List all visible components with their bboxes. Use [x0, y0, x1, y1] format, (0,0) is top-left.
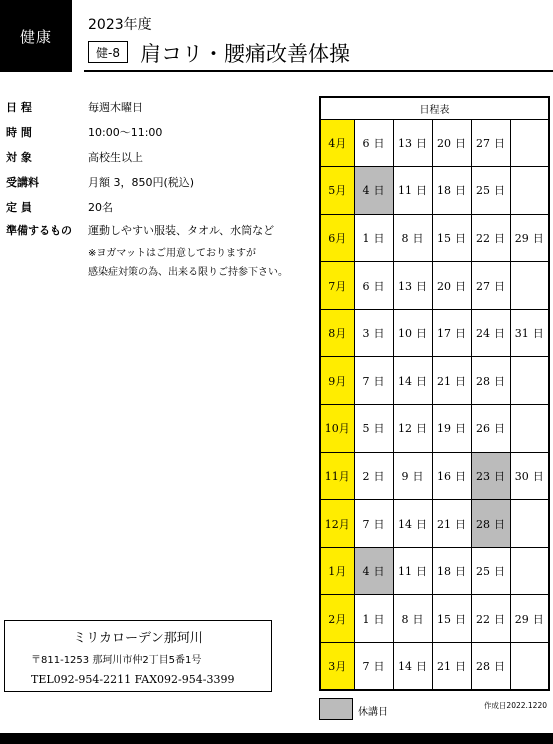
day-suffix: 日 [494, 612, 505, 626]
day-suffix: 日 [455, 136, 466, 150]
day-number: 7 [362, 374, 370, 388]
day-cell [510, 452, 549, 500]
day-number: 15 [437, 612, 451, 626]
info-label: 定 員 [6, 201, 32, 214]
day-cell [354, 547, 393, 595]
day-cell [354, 500, 393, 548]
day-number: 27 [476, 279, 490, 293]
course-title: 肩コリ・腰痛改善体操 [140, 42, 350, 66]
day-cell [354, 643, 393, 691]
day-suffix: 日 [416, 565, 427, 579]
day-cell [471, 500, 510, 548]
month-cell: 9月 [320, 357, 354, 405]
day-suffix: 日 [494, 231, 505, 245]
day-suffix: 日 [373, 565, 385, 579]
schedule-row [320, 262, 549, 310]
day-number: 25 [476, 565, 490, 579]
day-cell [354, 452, 393, 500]
day-number: 28 [476, 517, 490, 531]
day-cell [393, 547, 432, 595]
day-number: 16 [437, 469, 451, 483]
month-cell: 4月 [320, 119, 354, 167]
day-suffix: 日 [416, 422, 427, 436]
day-suffix: 日 [532, 612, 544, 626]
day-number: 22 [476, 231, 490, 245]
day-suffix: 日 [532, 327, 544, 341]
day-number: 29 [514, 231, 529, 245]
day-cell [393, 405, 432, 453]
day-suffix: 日 [373, 517, 385, 531]
day-suffix: 日 [416, 136, 427, 150]
fiscal-year: 2023年度 [88, 17, 152, 33]
venue-address: 〒811-1253 那珂川市仲2丁目5番1号 [31, 655, 202, 666]
schedule-row [320, 595, 549, 643]
day-suffix: 日 [494, 660, 505, 674]
empty-cell [510, 357, 549, 405]
day-number: 17 [437, 327, 451, 341]
day-suffix: 日 [416, 184, 427, 198]
day-suffix: 日 [494, 565, 505, 579]
schedule-row [320, 452, 549, 500]
venue-contact: TEL092-954-2211 FAX092-954-3399 [31, 673, 235, 686]
day-cell [393, 262, 432, 310]
day-cell [432, 309, 471, 357]
day-cell [471, 119, 510, 167]
day-cell [471, 167, 510, 215]
info-value: 毎週木曜日 [88, 101, 143, 114]
schedule-row [320, 214, 549, 262]
day-number: 19 [437, 422, 451, 436]
info-value: 20名 [88, 201, 113, 214]
info-value: 月額 3，850円(税込) [88, 176, 195, 189]
day-number: 29 [514, 612, 529, 626]
day-suffix: 日 [416, 660, 427, 674]
day-cell [432, 119, 471, 167]
day-cell [471, 405, 510, 453]
day-suffix: 日 [455, 517, 466, 531]
day-cell [432, 167, 471, 215]
day-suffix: 日 [455, 279, 466, 293]
day-suffix: 日 [494, 517, 505, 531]
info-label: 対 象 [6, 151, 32, 164]
day-cell [354, 357, 393, 405]
legend-swatch [319, 698, 353, 720]
day-suffix: 日 [373, 469, 385, 483]
day-suffix: 日 [455, 469, 466, 483]
day-suffix: 日 [416, 374, 427, 388]
info-label: 時 間 [6, 126, 32, 139]
category-badge [0, 0, 72, 72]
day-cell [393, 500, 432, 548]
day-number: 20 [437, 136, 451, 150]
schedule-row [320, 309, 549, 357]
day-cell [510, 595, 549, 643]
day-cell [432, 500, 471, 548]
day-number: 8 [401, 231, 409, 245]
day-suffix: 日 [373, 374, 385, 388]
day-number: 14 [398, 374, 412, 388]
day-suffix: 日 [455, 660, 466, 674]
info-value: 運動しやすい服装、タオル、水筒など [88, 224, 275, 237]
day-suffix: 日 [412, 612, 424, 626]
day-number: 10 [398, 327, 412, 341]
info-label: 準備するもの [6, 224, 72, 237]
month-cell: 12月 [320, 500, 354, 548]
day-cell [393, 643, 432, 691]
day-cell [432, 357, 471, 405]
day-number: 27 [476, 136, 490, 150]
day-cell [354, 595, 393, 643]
schedule-row [320, 167, 549, 215]
day-number: 18 [437, 184, 451, 198]
day-cell [393, 595, 432, 643]
day-cell [354, 214, 393, 262]
day-cell [471, 595, 510, 643]
schedule-row [320, 500, 549, 548]
day-cell [432, 547, 471, 595]
day-suffix: 日 [494, 136, 505, 150]
course-code: 健-8 [88, 41, 128, 63]
month-cell: 11月 [320, 452, 354, 500]
day-suffix: 日 [373, 231, 385, 245]
month-cell: 1月 [320, 547, 354, 595]
month-cell: 10月 [320, 405, 354, 453]
legend-label: 休講日 [358, 707, 388, 718]
day-cell [510, 309, 549, 357]
day-cell [432, 452, 471, 500]
day-cell [393, 119, 432, 167]
day-suffix: 日 [455, 565, 466, 579]
day-cell [471, 214, 510, 262]
day-suffix: 日 [416, 327, 427, 341]
day-cell [354, 262, 393, 310]
day-cell [471, 262, 510, 310]
day-suffix: 日 [373, 279, 385, 293]
day-cell [354, 309, 393, 357]
day-cell [432, 262, 471, 310]
day-suffix: 日 [455, 612, 466, 626]
day-suffix: 日 [416, 517, 427, 531]
day-suffix: 日 [532, 469, 544, 483]
empty-cell [510, 643, 549, 691]
bottom-bar [0, 733, 553, 744]
day-cell [354, 167, 393, 215]
info-value: 高校生以上 [88, 151, 143, 164]
day-suffix: 日 [373, 660, 385, 674]
month-cell: 6月 [320, 214, 354, 262]
day-number: 11 [398, 184, 412, 198]
day-number: 14 [398, 660, 412, 674]
day-number: 13 [398, 136, 412, 150]
month-cell: 5月 [320, 167, 354, 215]
day-suffix: 日 [373, 327, 385, 341]
day-suffix: 日 [455, 327, 466, 341]
month-cell: 2月 [320, 595, 354, 643]
day-suffix: 日 [373, 184, 385, 198]
day-number: 18 [437, 565, 451, 579]
day-number: 15 [437, 231, 451, 245]
schedule-row [320, 357, 549, 405]
day-cell [354, 119, 393, 167]
info-label: 受講料 [6, 176, 39, 189]
schedule-row [320, 405, 549, 453]
day-cell [393, 309, 432, 357]
day-number: 22 [476, 612, 490, 626]
venue-box [4, 620, 272, 692]
day-suffix: 日 [455, 374, 466, 388]
day-number: 6 [362, 136, 370, 150]
day-suffix: 日 [494, 469, 505, 483]
day-number: 8 [401, 612, 409, 626]
day-cell [432, 595, 471, 643]
day-cell [432, 214, 471, 262]
day-cell [393, 214, 432, 262]
day-number: 13 [398, 279, 412, 293]
schedule-row [320, 547, 549, 595]
day-number: 1 [362, 231, 370, 245]
day-number: 21 [437, 660, 451, 674]
day-suffix: 日 [416, 279, 427, 293]
day-cell [432, 405, 471, 453]
title-underline [84, 70, 553, 72]
empty-cell [510, 119, 549, 167]
day-number: 30 [514, 469, 529, 483]
day-suffix: 日 [494, 327, 505, 341]
schedule-row [320, 119, 549, 167]
day-suffix: 日 [412, 469, 424, 483]
day-number: 5 [362, 422, 370, 436]
info-label: 日 程 [6, 101, 32, 114]
day-cell [393, 167, 432, 215]
day-number: 26 [476, 422, 490, 436]
day-suffix: 日 [494, 374, 505, 388]
day-cell [510, 214, 549, 262]
day-suffix: 日 [373, 612, 385, 626]
day-number: 12 [398, 422, 412, 436]
day-cell [393, 357, 432, 405]
day-number: 6 [362, 279, 370, 293]
month-cell: 7月 [320, 262, 354, 310]
day-suffix: 日 [373, 422, 385, 436]
day-suffix: 日 [494, 422, 505, 436]
month-cell: 3月 [320, 643, 354, 691]
empty-cell [510, 500, 549, 548]
info-value: 10:00～11:00 [88, 126, 163, 139]
day-cell [393, 452, 432, 500]
created-date: 作成日2022.1220 [483, 701, 547, 710]
day-number: 28 [476, 374, 490, 388]
day-number: 23 [476, 469, 490, 483]
day-cell [471, 547, 510, 595]
day-suffix: 日 [494, 184, 505, 198]
day-number: 24 [476, 327, 490, 341]
day-cell [471, 309, 510, 357]
empty-cell [510, 167, 549, 215]
day-number: 25 [476, 184, 490, 198]
day-cell [471, 643, 510, 691]
day-number: 9 [401, 469, 409, 483]
day-number: 1 [362, 612, 370, 626]
day-suffix: 日 [455, 422, 466, 436]
day-cell [354, 405, 393, 453]
day-cell [471, 357, 510, 405]
day-number: 21 [437, 517, 451, 531]
day-cell [471, 452, 510, 500]
month-cell: 8月 [320, 309, 354, 357]
day-number: 11 [398, 565, 412, 579]
day-number: 31 [514, 327, 529, 341]
day-number: 7 [362, 517, 370, 531]
day-suffix: 日 [455, 184, 466, 198]
day-cell [432, 643, 471, 691]
day-suffix: 日 [532, 231, 544, 245]
day-number: 4 [362, 565, 370, 579]
note-line: ※ヨガマットはご用意しておりますが [88, 248, 256, 259]
empty-cell [510, 547, 549, 595]
day-number: 3 [362, 327, 370, 341]
note-line: 感染症対策の為、出来る限りご持参下さい。 [88, 267, 288, 278]
day-number: 2 [362, 469, 370, 483]
day-number: 28 [476, 660, 490, 674]
day-number: 20 [437, 279, 451, 293]
day-number: 7 [362, 660, 370, 674]
category-label: 健康 [19, 27, 52, 46]
empty-cell [510, 405, 549, 453]
schedule-row [320, 643, 549, 691]
venue-name: ミリカローデン那珂川 [73, 631, 203, 646]
day-suffix: 日 [455, 231, 466, 245]
day-suffix: 日 [494, 279, 505, 293]
schedule-header: 日程表 [320, 97, 549, 119]
day-suffix: 日 [412, 231, 424, 245]
empty-cell [510, 262, 549, 310]
day-number: 14 [398, 517, 412, 531]
day-suffix: 日 [373, 136, 385, 150]
day-number: 4 [362, 184, 370, 198]
day-number: 21 [437, 374, 451, 388]
schedule-table [319, 96, 550, 691]
